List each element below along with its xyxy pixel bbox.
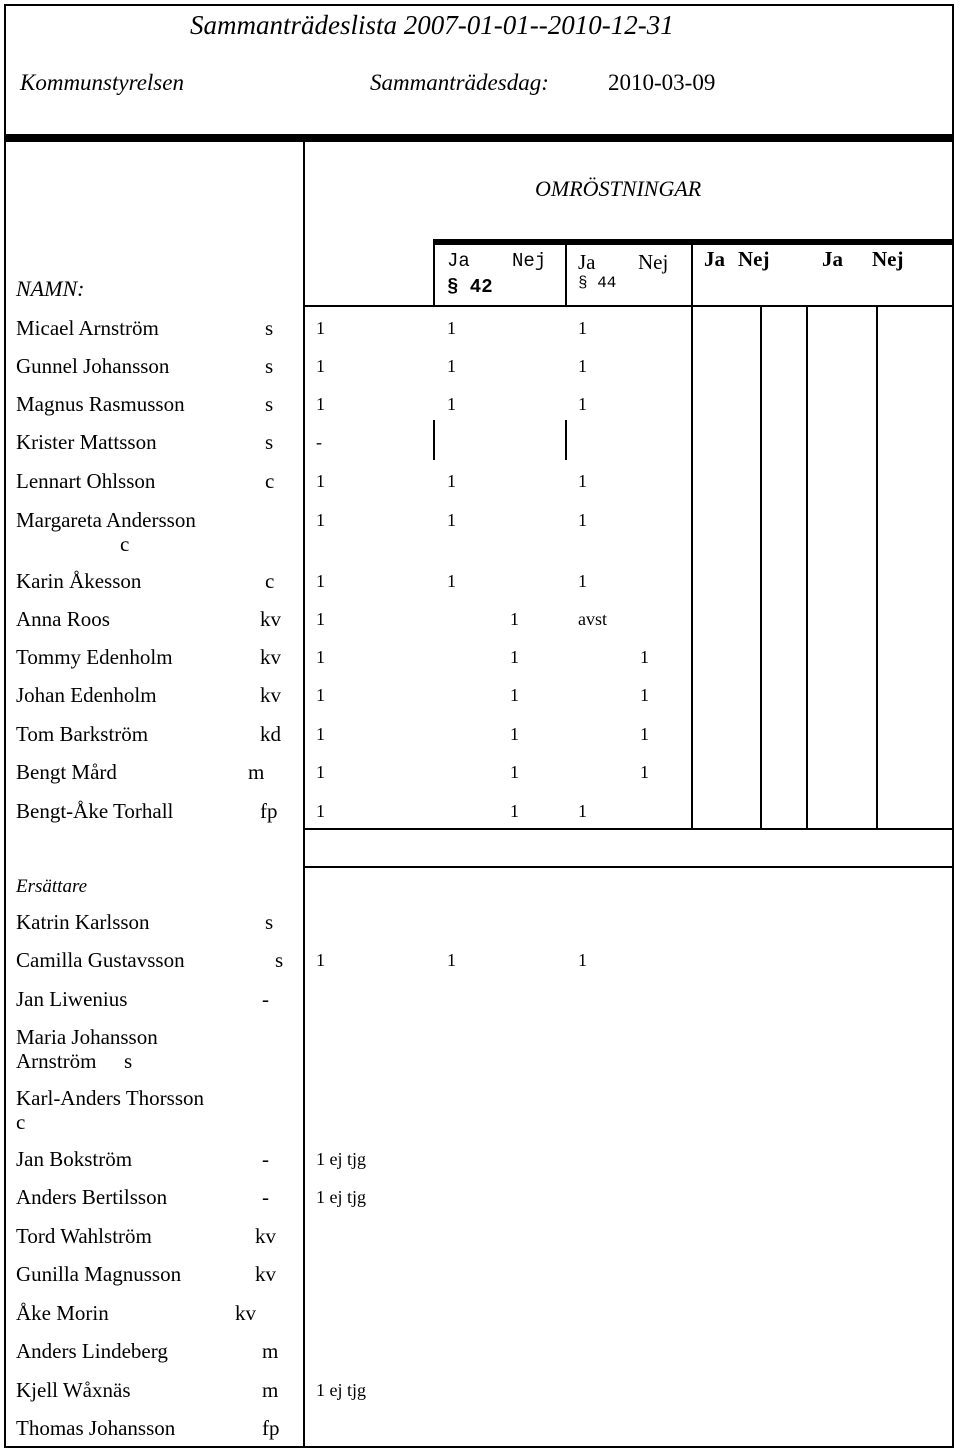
grid-line-f — [565, 420, 567, 460]
vote2-value: 1 — [447, 510, 456, 530]
vote3-value: 1 — [578, 571, 587, 591]
substitute-name: Tord Wahlström — [16, 1224, 152, 1248]
vote2-paragraph: § 44 — [578, 274, 617, 292]
member-name: Krister Mattsson — [16, 430, 157, 454]
vote1-value: 1 ej tjg — [316, 1149, 366, 1169]
member-name: Gunnel Johansson — [16, 354, 170, 378]
member-name: Lennart Ohlsson — [16, 469, 156, 493]
grid-bottom — [303, 828, 954, 830]
member-party: s — [265, 354, 274, 378]
vote3-ja-header: Ja — [704, 247, 725, 271]
vote2-value: 1 — [447, 471, 456, 491]
substitute-party: fp — [262, 1416, 280, 1440]
substitute-name: Camilla Gustavsson — [16, 948, 185, 972]
substitute-name: Thomas Johansson — [16, 1416, 176, 1440]
vote2-value: 1 — [510, 801, 519, 821]
member-party: s — [265, 430, 274, 454]
vote-header-divider-2 — [565, 239, 567, 305]
vote3-value: 1 — [640, 762, 649, 782]
member-party: s — [265, 392, 274, 416]
vote3-value: 1 — [640, 685, 649, 705]
vote3-value: avst — [578, 609, 607, 629]
vote2-value: 1 — [510, 685, 519, 705]
member-name: Tom Barkström — [16, 722, 149, 746]
substitute-name: Kjell Wåxnäs — [16, 1378, 131, 1402]
grid-line-a — [691, 305, 693, 828]
vote1-value: 1 — [316, 394, 325, 414]
meeting-date-value: 2010-03-09 — [608, 70, 716, 95]
substitute-party: s — [265, 910, 274, 934]
body-label: Kommunstyrelsen — [20, 70, 184, 95]
vote2-value: 1 — [510, 762, 519, 782]
vote3-value: 1 — [578, 950, 587, 970]
vote1-value: 1 — [316, 762, 325, 782]
member-name: Bengt-Åke Torhall — [16, 799, 174, 823]
substitute-name: Maria Johansson — [16, 1025, 158, 1049]
member-party: fp — [260, 799, 278, 823]
member-name: Micael Arnström — [16, 316, 159, 340]
vote1-value: 1 — [316, 471, 325, 491]
vote2-nej-header: Nej — [638, 250, 669, 274]
substitute-name: Jan Bokström — [16, 1147, 133, 1171]
header-divider — [4, 134, 954, 142]
member-party: c — [265, 569, 275, 593]
member-party: s — [265, 316, 274, 340]
member-name: Tommy Edenholm — [16, 645, 173, 669]
substitutes-label: Ersättare — [16, 876, 88, 897]
member-name: Anna Roos — [16, 607, 110, 631]
vote1-value: 1 — [316, 647, 325, 667]
grid-line-b — [760, 305, 762, 828]
substitute-name-cont: Arnström — [16, 1049, 97, 1073]
vote1-value: 1 — [316, 510, 325, 530]
vote2-value: 1 — [447, 356, 456, 376]
vote1-value: 1 — [316, 724, 325, 744]
vote1-paragraph: § 42 — [447, 276, 493, 298]
vote2-ja-header: Ja — [578, 250, 596, 274]
vote2-value: 1 — [510, 647, 519, 667]
grid-line-e — [433, 420, 435, 460]
substitute-party: kv — [255, 1262, 276, 1286]
vote3-value: 1 — [640, 647, 649, 667]
vote3-value: 1 — [578, 356, 587, 376]
vote2-value: 1 — [447, 394, 456, 414]
vote3-value: 1 — [578, 394, 587, 414]
member-party: kv — [260, 645, 281, 669]
grid-line-d — [876, 305, 878, 828]
vote3-value: 1 — [578, 801, 587, 821]
vote4-ja-header: Ja — [822, 247, 843, 271]
vote1-value: 1 — [316, 571, 325, 591]
name-column-label: NAMN: — [16, 276, 85, 301]
substitute-party: m — [262, 1378, 279, 1402]
vote1-ja-header: Ja — [447, 250, 470, 272]
vote1-value: 1 — [316, 356, 325, 376]
vote-header-bottom — [303, 305, 954, 307]
member-party: m — [248, 760, 265, 784]
substitute-party: m — [262, 1339, 279, 1363]
substitute-name: Katrin Karlsson — [16, 910, 150, 934]
vote4-nej-header: Nej — [872, 247, 904, 271]
vote1-value: 1 — [316, 801, 325, 821]
substitute-name: Anders Lindeberg — [16, 1339, 168, 1363]
substitute-party: kv — [235, 1301, 256, 1325]
member-party: kd — [260, 722, 281, 746]
vote3-value: 1 — [578, 510, 587, 530]
vote-header-divider-1 — [433, 239, 435, 305]
vote3-value: 1 — [578, 471, 587, 491]
substitute-name: Åke Morin — [16, 1301, 109, 1325]
substitutes-separator — [303, 866, 954, 868]
member-party: c — [265, 469, 275, 493]
vote1-value: 1 — [316, 609, 325, 629]
member-party: kv — [260, 683, 281, 707]
vote1-value: 1 ej tjg — [316, 1380, 366, 1400]
member-name: Johan Edenholm — [16, 683, 157, 707]
substitute-name: Karl-Anders Thorsson — [16, 1086, 204, 1110]
page-title: Sammanträdeslista 2007-01-01--2010-12-31 — [190, 10, 674, 40]
substitute-name: Gunilla Magnusson — [16, 1262, 182, 1286]
grid-line-c — [806, 305, 808, 828]
vote2-value: 1 — [510, 609, 519, 629]
vote3-value: 1 — [640, 724, 649, 744]
member-name: Margareta Andersson — [16, 508, 196, 532]
substitute-party: - — [262, 1147, 269, 1171]
member-party: kv — [260, 607, 281, 631]
substitute-party: s — [124, 1049, 133, 1073]
vote-header-bar — [433, 239, 954, 245]
vote1-value: 1 — [316, 685, 325, 705]
vote1-value: 1 — [316, 950, 325, 970]
vote1-value: - — [316, 432, 322, 452]
member-name: Bengt Mård — [16, 760, 117, 784]
section-title: OMRÖSTNINGAR — [535, 176, 702, 201]
vote2-value: 1 — [447, 571, 456, 591]
vote3-nej-header: Nej — [738, 247, 770, 271]
vote2-value: 1 — [510, 724, 519, 744]
meeting-date-label: Sammanträdesdag: — [370, 70, 549, 95]
member-name: Magnus Rasmusson — [16, 392, 185, 416]
vote1-nej-header: Nej — [512, 250, 547, 272]
vote1-value: 1 — [316, 318, 325, 338]
name-column-divider — [303, 142, 305, 1448]
vote3-value: 1 — [578, 318, 587, 338]
vote1-value: 1 ej tjg — [316, 1187, 366, 1207]
substitute-party: s — [275, 948, 284, 972]
vote-header-divider-3 — [691, 239, 693, 305]
substitute-party: - — [262, 987, 269, 1011]
member-name: Karin Åkesson — [16, 569, 142, 593]
vote2-value: 1 — [447, 950, 456, 970]
substitute-name: Jan Liwenius — [16, 987, 128, 1011]
substitute-name: Anders Bertilsson — [16, 1185, 168, 1209]
substitute-party: c — [16, 1110, 26, 1134]
substitute-party: kv — [255, 1224, 276, 1248]
member-party: c — [120, 532, 130, 556]
substitute-party: - — [262, 1185, 269, 1209]
vote2-value: 1 — [447, 318, 456, 338]
